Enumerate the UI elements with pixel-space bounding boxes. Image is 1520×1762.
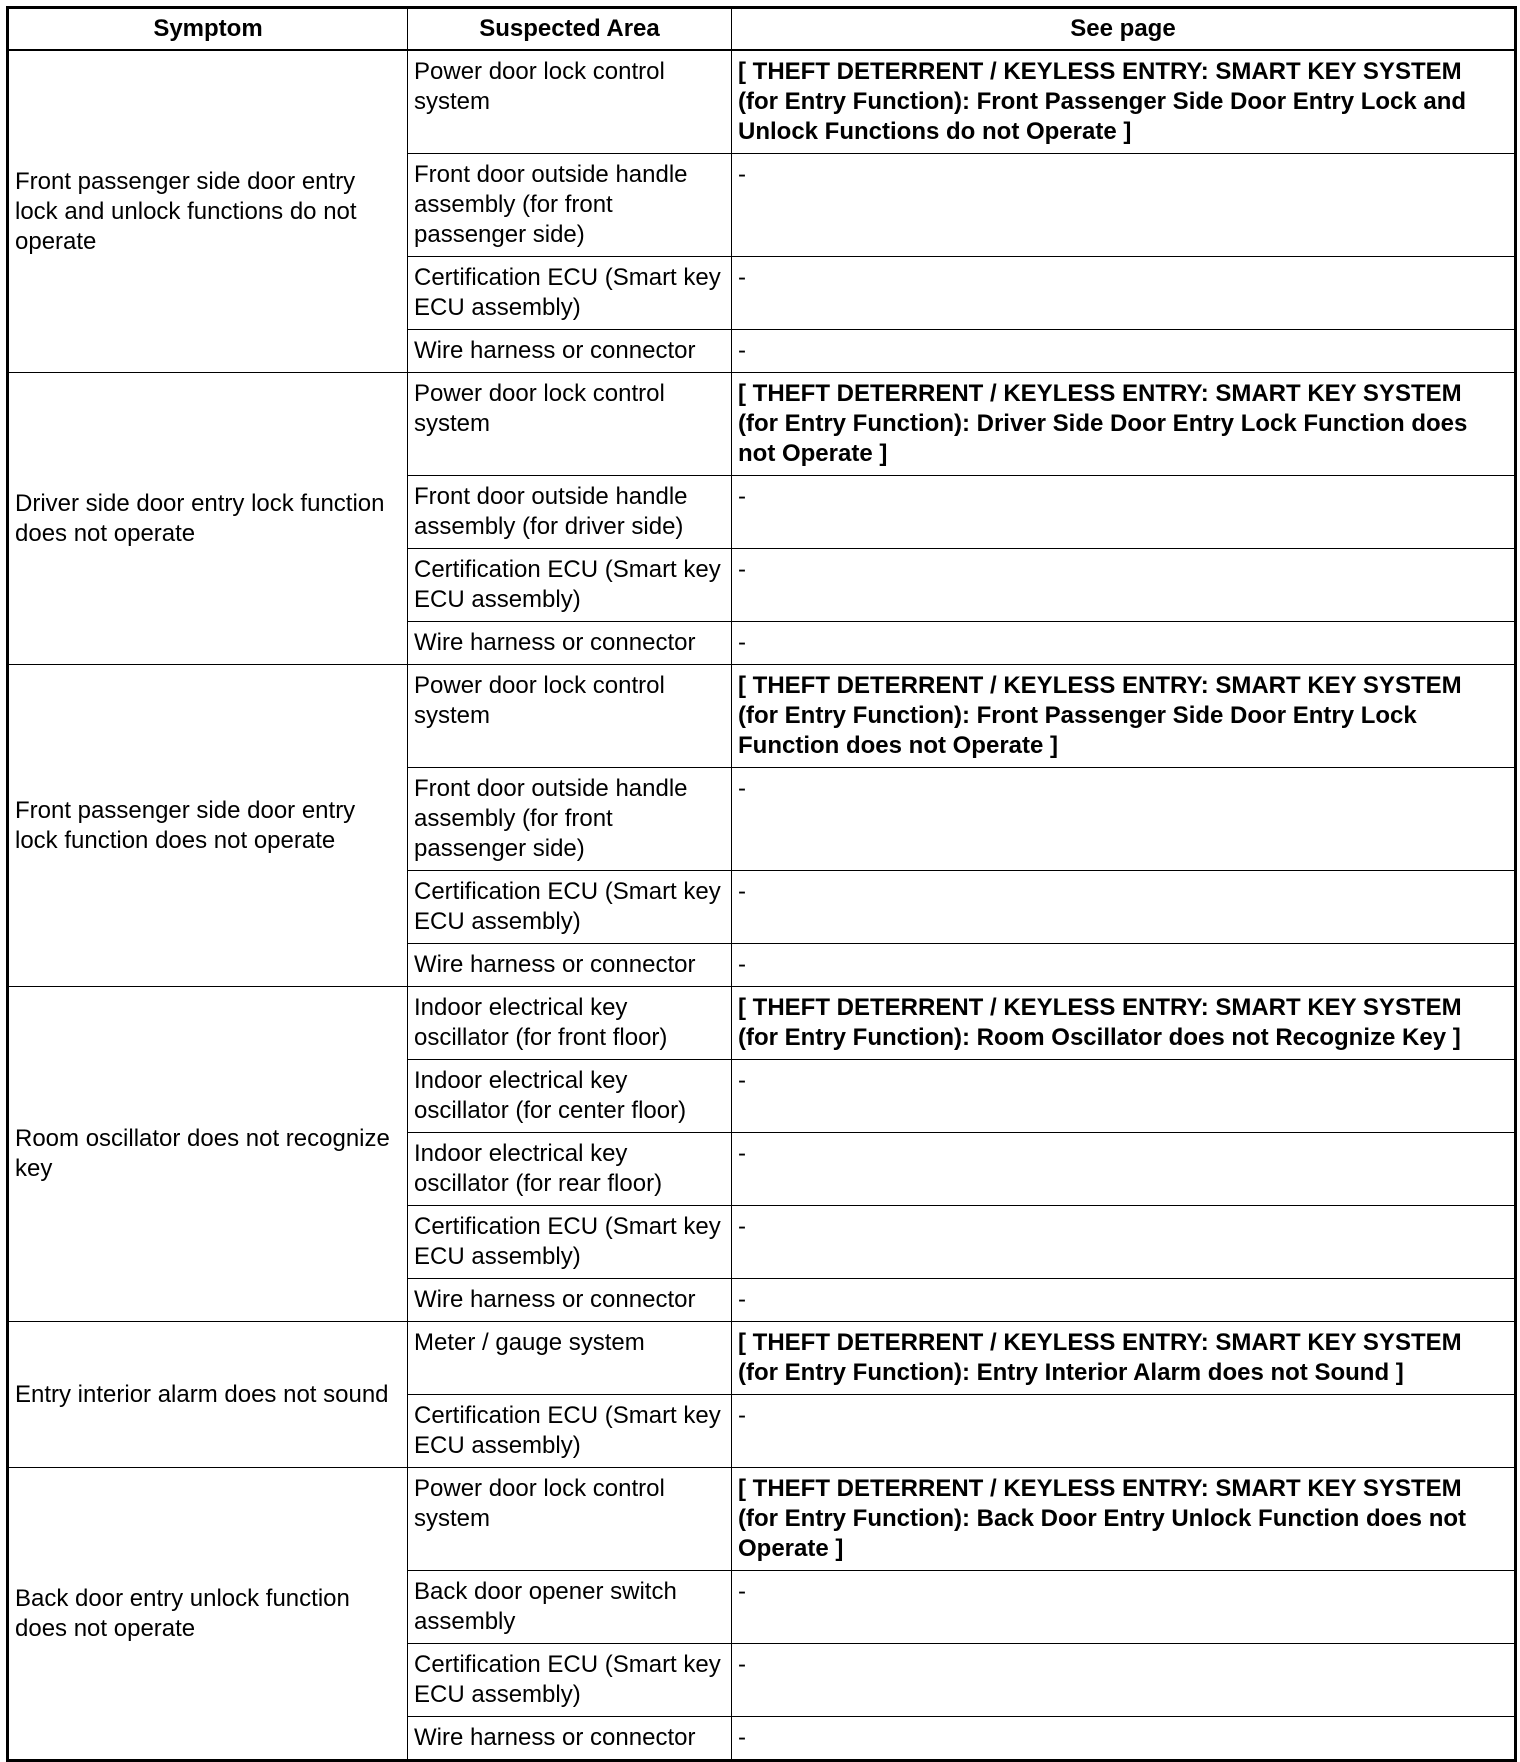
- see-page-cell: -: [732, 1060, 1516, 1133]
- see-page-cell: -: [732, 1717, 1516, 1761]
- see-page-reference[interactable]: [ THEFT DETERRENT / KEYLESS ENTRY: SMART KEY SYSTEM (for Entry Function): Front Passenger Side Door Entry Lock and Unlock Functions do not Operate ]: [732, 50, 1516, 154]
- see-page-cell: -: [732, 330, 1516, 373]
- suspected-area-cell: Certification ECU (Smart key ECU assembly): [408, 1644, 732, 1717]
- symptom-cell: Driver side door entry lock function does not operate: [8, 373, 408, 665]
- see-page-cell: -: [732, 871, 1516, 944]
- suspected-area-cell: Front door outside handle assembly (for driver side): [408, 476, 732, 549]
- suspected-area-cell: Certification ECU (Smart key ECU assembly): [408, 257, 732, 330]
- suspected-area-cell: Indoor electrical key oscillator (for rear floor): [408, 1133, 732, 1206]
- see-page-reference[interactable]: [ THEFT DETERRENT / KEYLESS ENTRY: SMART KEY SYSTEM (for Entry Function): Room Oscillator does not Recognize Key ]: [732, 987, 1516, 1060]
- suspected-area-cell: Meter / gauge system: [408, 1322, 732, 1395]
- suspected-area-cell: Certification ECU (Smart key ECU assembly): [408, 1206, 732, 1279]
- suspected-area-cell: Certification ECU (Smart key ECU assembly): [408, 549, 732, 622]
- see-page-cell: -: [732, 768, 1516, 871]
- suspected-area-cell: Wire harness or connector: [408, 330, 732, 373]
- suspected-area-cell: Indoor electrical key oscillator (for front floor): [408, 987, 732, 1060]
- see-page-reference[interactable]: [ THEFT DETERRENT / KEYLESS ENTRY: SMART KEY SYSTEM (for Entry Function): Driver Side Door Entry Lock Function does not Operate ]: [732, 373, 1516, 476]
- suspected-area-cell: Power door lock control system: [408, 665, 732, 768]
- suspected-area-cell: Front door outside handle assembly (for front passenger side): [408, 154, 732, 257]
- symptom-cell: Front passenger side door entry lock and unlock functions do not operate: [8, 50, 408, 373]
- suspected-area-cell: Wire harness or connector: [408, 622, 732, 665]
- suspected-area-cell: Back door opener switch assembly: [408, 1571, 732, 1644]
- see-page-cell: -: [732, 944, 1516, 987]
- see-page-cell: -: [732, 1644, 1516, 1717]
- suspected-area-cell: Power door lock control system: [408, 1468, 732, 1571]
- header-see-page: See page: [732, 8, 1516, 51]
- symptom-cell: Front passenger side door entry lock function does not operate: [8, 665, 408, 987]
- see-page-reference[interactable]: [ THEFT DETERRENT / KEYLESS ENTRY: SMART KEY SYSTEM (for Entry Function): Entry Interior Alarm does not Sound ]: [732, 1322, 1516, 1395]
- header-row: [8, 8, 1516, 51]
- see-page-reference[interactable]: [ THEFT DETERRENT / KEYLESS ENTRY: SMART KEY SYSTEM (for Entry Function): Back Door Entry Unlock Function does not Operate ]: [732, 1468, 1516, 1571]
- suspected-area-cell: Indoor electrical key oscillator (for center floor): [408, 1060, 732, 1133]
- table-row: [8, 665, 1516, 768]
- suspected-area-cell: Wire harness or connector: [408, 944, 732, 987]
- see-page-cell: -: [732, 1279, 1516, 1322]
- suspected-area-cell: Power door lock control system: [408, 373, 732, 476]
- table-body: [8, 50, 1516, 1761]
- header-symptom: Symptom: [8, 8, 408, 51]
- header-suspected-area: Suspected Area: [408, 8, 732, 51]
- see-page-cell: -: [732, 1206, 1516, 1279]
- see-page-reference[interactable]: [ THEFT DETERRENT / KEYLESS ENTRY: SMART KEY SYSTEM (for Entry Function): Front Passenger Side Door Entry Lock Function does not Operate ]: [732, 665, 1516, 768]
- suspected-area-cell: Certification ECU (Smart key ECU assembly): [408, 871, 732, 944]
- symptom-cell: Entry interior alarm does not sound: [8, 1322, 408, 1468]
- suspected-area-cell: Certification ECU (Smart key ECU assembly): [408, 1395, 732, 1468]
- see-page-cell: -: [732, 622, 1516, 665]
- symptom-cell: Back door entry unlock function does not operate: [8, 1468, 408, 1761]
- symptom-cell: Room oscillator does not recognize key: [8, 987, 408, 1322]
- see-page-cell: -: [732, 154, 1516, 257]
- table-row: [8, 1468, 1516, 1571]
- see-page-cell: -: [732, 1133, 1516, 1206]
- table-row: [8, 987, 1516, 1060]
- suspected-area-cell: Wire harness or connector: [408, 1717, 732, 1761]
- table-row: [8, 50, 1516, 154]
- table-row: [8, 1322, 1516, 1395]
- suspected-area-cell: Wire harness or connector: [408, 1279, 732, 1322]
- see-page-cell: -: [732, 257, 1516, 330]
- see-page-cell: -: [732, 1395, 1516, 1468]
- troubleshooting-table: [6, 6, 1517, 1762]
- suspected-area-cell: Power door lock control system: [408, 50, 732, 154]
- see-page-cell: -: [732, 1571, 1516, 1644]
- suspected-area-cell: Front door outside handle assembly (for front passenger side): [408, 768, 732, 871]
- see-page-cell: -: [732, 549, 1516, 622]
- see-page-cell: -: [732, 476, 1516, 549]
- table-row: [8, 373, 1516, 476]
